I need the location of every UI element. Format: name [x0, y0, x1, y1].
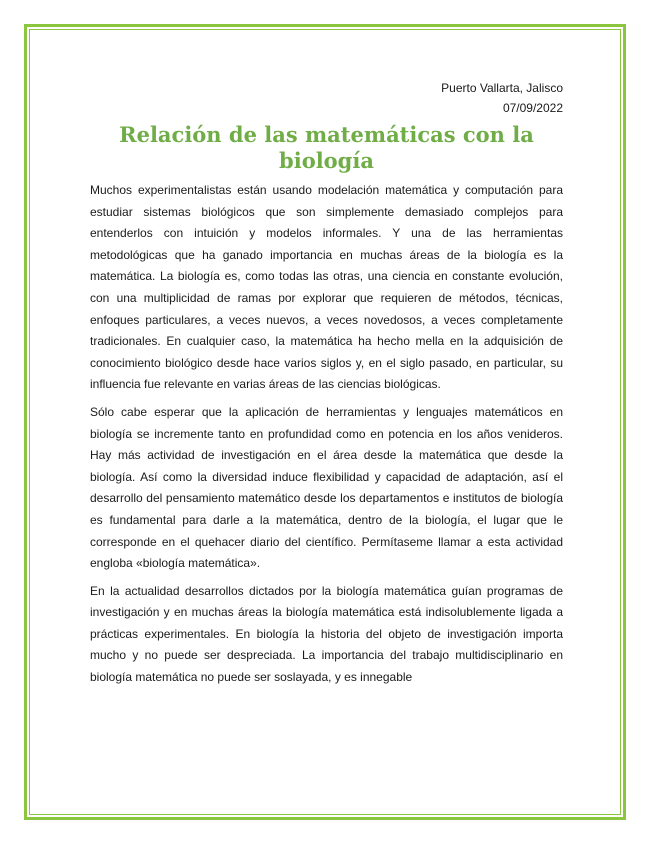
paragraph-2: Sólo cabe esperar que la aplicación de herramientas y lenguajes matemáticos en biología se incremente tanto en profundidad como en potencia en los años venideros. Hay más actividad de investigación en el área desde la matemática que desde la biología. Así como la diversidad induce flexibilidad y capacidad de adaptación, así el desarrollo del pensamiento matemático desde los departamentos e institutos de biología es fundamental para darle a la matemática, dentro de la biología, el lugar que le corresponde en el quehacer diario del científico. Permítaseme llamar a esta actividad engloba «biología matemática».	[90, 404, 563, 571]
paragraph-1: Muchos experimentalistas están usando modelación matemática y computación para estudiar sistemas biológicos que son simplemente demasiado complejos para entenderlos con intuición y modelos informales. Y una de las herramientas metodológicas que ha ganado importancia en muchas áreas de la biología es la matemática. La biología es, como todas las otras, una ciencia en constante evolución, con una multiplicidad de ramas por explorar que requieren de métodos, técnicas, enfoques particulares, a veces nuevos, a veces novedosos, a veces completamente tradicionales. En cualquier caso, la matemática ha hecho mella en la adquisición de conocimiento biológico desde hace varios siglos y, en el siglo pasado, en particular, su influencia fue relevante en varias áreas de las ciencias biológicas.	[90, 183, 563, 392]
header-place: Puerto Vallarta, Jalisco	[441, 81, 563, 95]
document-content	[90, 70, 563, 695]
document-title: Relación de las matemáticas con la biología	[119, 122, 534, 173]
header-date: 07/09/2022	[502, 101, 563, 115]
paragraph-3: En la actualidad desarrollos dictados por la biología matemática guían programas de investigación y en muchas áreas la biología matemática está indisolublemente ligada a prácticas experimentales. En biología la historia del objeto de investigación importa mucho y no puede ser despreciada. La importancia del trabajo multidisciplinario en biología matemática no puede ser soslayada, y es innegable	[90, 583, 563, 685]
